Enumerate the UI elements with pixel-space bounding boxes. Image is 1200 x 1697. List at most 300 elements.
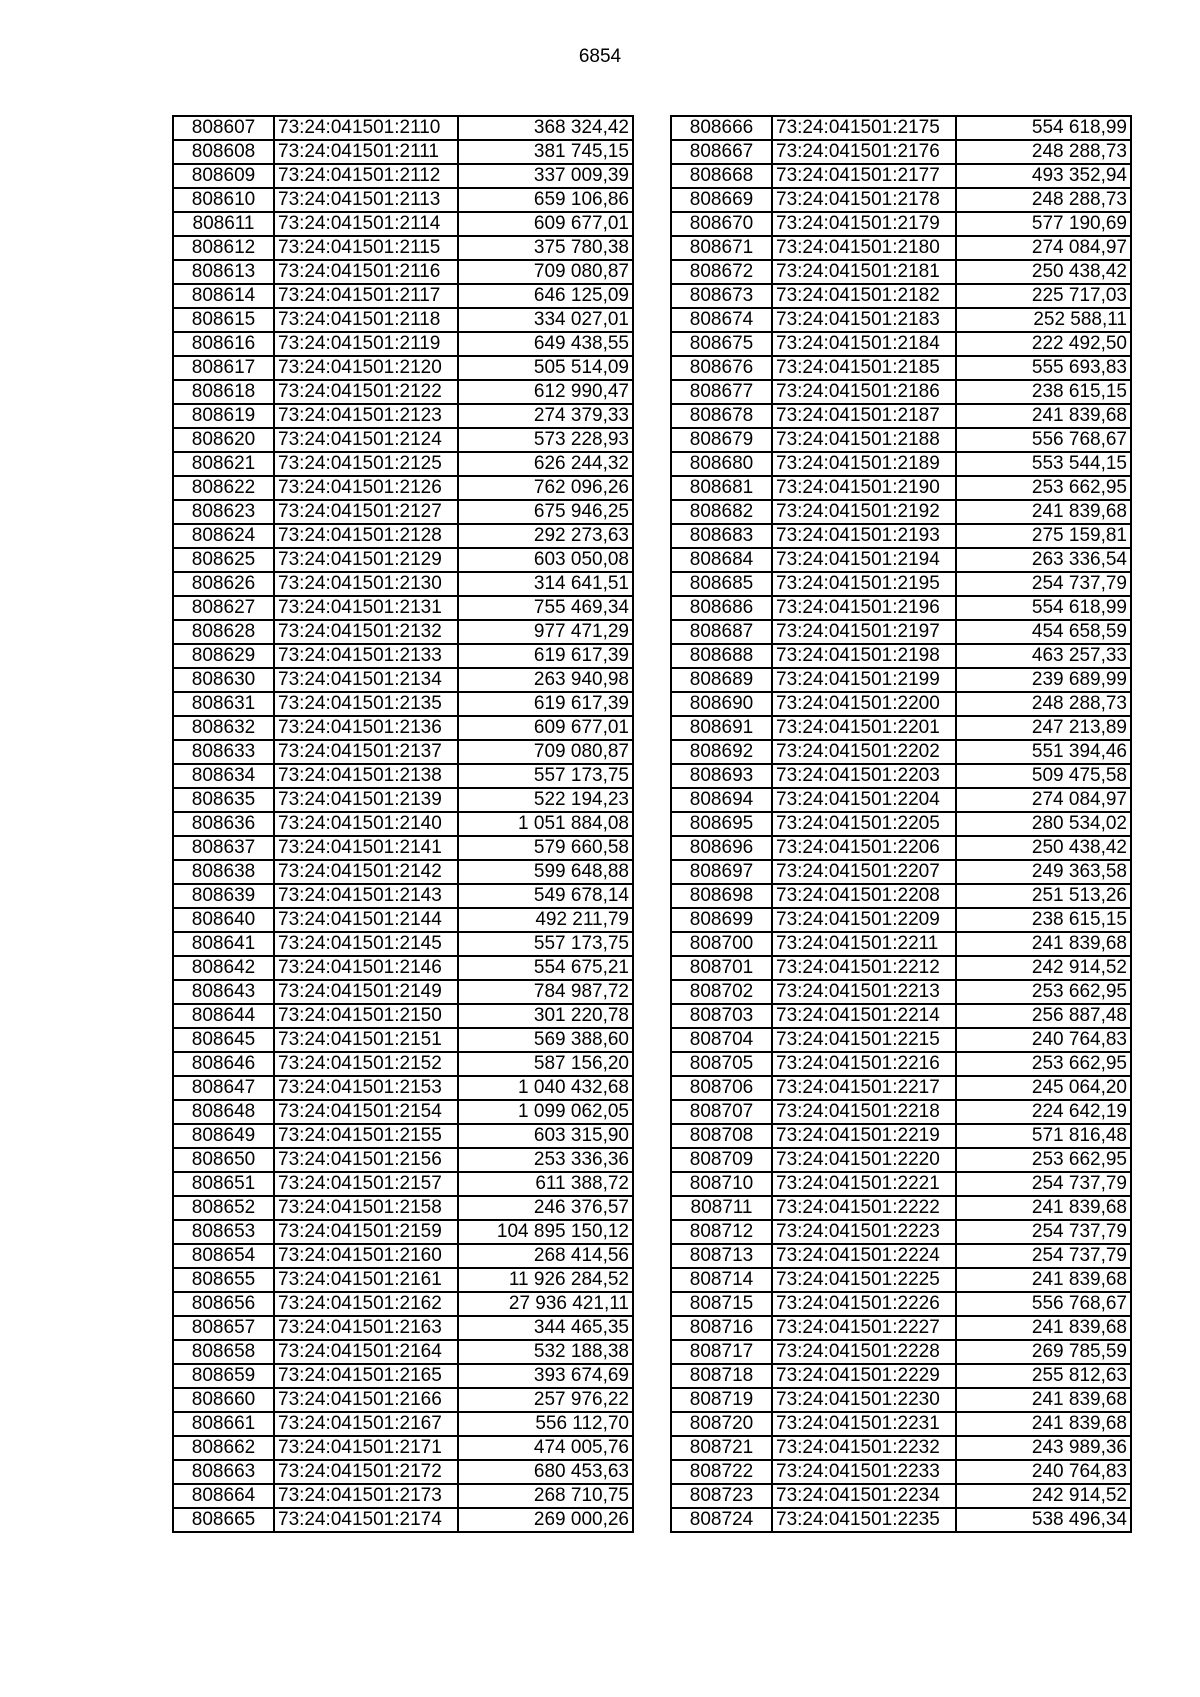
record-number-cell: 808638 [173,860,274,884]
cadastral-number-cell: 73:24:041501:2194 [772,548,956,572]
cadastral-number-cell: 73:24:041501:2189 [772,452,956,476]
table-row [173,1244,633,1268]
record-number-cell: 808660 [173,1388,274,1412]
cadastral-number-cell: 73:24:041501:2127 [274,500,458,524]
cadastral-value-cell: 555 693,83 [956,356,1131,380]
cadastral-number-cell: 73:24:041501:2125 [274,452,458,476]
table-row [671,1316,1131,1340]
record-number-cell: 808680 [671,452,772,476]
cadastral-value-cell: 301 220,78 [458,1004,633,1028]
cadastral-value-cell: 612 990,47 [458,380,633,404]
cadastral-number-cell: 73:24:041501:2176 [772,140,956,164]
cadastral-number-cell: 73:24:041501:2126 [274,476,458,500]
cadastral-number-cell: 73:24:041501:2171 [274,1436,458,1460]
cadastral-value-cell: 532 188,38 [458,1340,633,1364]
cadastral-value-cell: 252 588,11 [956,308,1131,332]
cadastral-value-cell: 263 940,98 [458,668,633,692]
cadastral-value-cell: 275 159,81 [956,524,1131,548]
record-number-cell: 808618 [173,380,274,404]
table-row [173,1460,633,1484]
table-row [671,1292,1131,1316]
table-row [671,836,1131,860]
table-row [173,332,633,356]
record-number-cell: 808634 [173,764,274,788]
record-number-cell: 808622 [173,476,274,500]
cadastral-value-cell: 241 839,68 [956,1268,1131,1292]
record-number-cell: 808666 [671,116,772,140]
cadastral-number-cell: 73:24:041501:2139 [274,788,458,812]
record-number-cell: 808654 [173,1244,274,1268]
table-row [173,1220,633,1244]
cadastral-number-cell: 73:24:041501:2157 [274,1172,458,1196]
record-number-cell: 808631 [173,692,274,716]
record-number-cell: 808704 [671,1028,772,1052]
cadastral-number-cell: 73:24:041501:2143 [274,884,458,908]
table-row [671,1220,1131,1244]
table-row [173,260,633,284]
record-number-cell: 808614 [173,284,274,308]
record-number-cell: 808611 [173,212,274,236]
cadastral-number-cell: 73:24:041501:2216 [772,1052,956,1076]
table-row [173,236,633,260]
record-number-cell: 808632 [173,716,274,740]
table-row [671,1124,1131,1148]
record-number-cell: 808612 [173,236,274,260]
record-number-cell: 808689 [671,668,772,692]
cadastral-number-cell: 73:24:041501:2215 [772,1028,956,1052]
record-number-cell: 808635 [173,788,274,812]
table-row [173,1268,633,1292]
cadastral-value-cell: 626 244,32 [458,452,633,476]
record-number-cell: 808705 [671,1052,772,1076]
table-row [671,1388,1131,1412]
cadastral-value-cell: 242 914,52 [956,1484,1131,1508]
cadastral-value-cell: 505 514,09 [458,356,633,380]
cadastral-number-cell: 73:24:041501:2219 [772,1124,956,1148]
record-number-cell: 808681 [671,476,772,500]
cadastral-value-cell: 254 737,79 [956,1172,1131,1196]
record-number-cell: 808613 [173,260,274,284]
record-number-cell: 808626 [173,572,274,596]
record-number-cell: 808721 [671,1436,772,1460]
cadastral-value-cell: 251 513,26 [956,884,1131,908]
record-number-cell: 808640 [173,908,274,932]
record-number-cell: 808668 [671,164,772,188]
table-row [671,1076,1131,1100]
table-row [173,1292,633,1316]
cadastral-number-cell: 73:24:041501:2132 [274,620,458,644]
table-row [671,1196,1131,1220]
cadastral-number-cell: 73:24:041501:2150 [274,1004,458,1028]
cadastral-number-cell: 73:24:041501:2183 [772,308,956,332]
cadastral-number-cell: 73:24:041501:2184 [772,332,956,356]
cadastral-value-cell: 571 816,48 [956,1124,1131,1148]
table-row [671,212,1131,236]
cadastral-number-cell: 73:24:041501:2198 [772,644,956,668]
cadastral-value-cell: 249 363,58 [956,860,1131,884]
record-number-cell: 808711 [671,1196,772,1220]
table-row [671,356,1131,380]
table-row [671,1172,1131,1196]
cadastral-number-cell: 73:24:041501:2159 [274,1220,458,1244]
record-number-cell: 808648 [173,1100,274,1124]
table-row [173,1388,633,1412]
table-row [173,476,633,500]
cadastral-value-cell: 274 084,97 [956,788,1131,812]
table-row [173,812,633,836]
table-row [173,1340,633,1364]
record-number-cell: 808651 [173,1172,274,1196]
cadastral-value-cell: 253 662,95 [956,476,1131,500]
cadastral-number-cell: 73:24:041501:2182 [772,284,956,308]
cadastral-value-cell: 255 812,63 [956,1364,1131,1388]
table-row [173,788,633,812]
cadastral-number-cell: 73:24:041501:2222 [772,1196,956,1220]
cadastral-value-cell: 334 027,01 [458,308,633,332]
record-number-cell: 808608 [173,140,274,164]
cadastral-value-cell: 241 839,68 [956,1196,1131,1220]
registry-table-right [670,115,1132,1533]
cadastral-number-cell: 73:24:041501:2205 [772,812,956,836]
table-row [671,476,1131,500]
table-row [173,164,633,188]
record-number-cell: 808656 [173,1292,274,1316]
table-row [671,644,1131,668]
record-number-cell: 808679 [671,428,772,452]
cadastral-value-cell: 241 839,68 [956,1412,1131,1436]
table-row [671,1460,1131,1484]
record-number-cell: 808669 [671,188,772,212]
cadastral-value-cell: 241 839,68 [956,404,1131,428]
cadastral-value-cell: 241 839,68 [956,1316,1131,1340]
table-row [671,1052,1131,1076]
cadastral-value-cell: 659 106,86 [458,188,633,212]
cadastral-number-cell: 73:24:041501:2199 [772,668,956,692]
table-row [671,884,1131,908]
table-row [173,1364,633,1388]
cadastral-number-cell: 73:24:041501:2181 [772,260,956,284]
cadastral-number-cell: 73:24:041501:2200 [772,692,956,716]
cadastral-number-cell: 73:24:041501:2172 [274,1460,458,1484]
cadastral-value-cell: 492 211,79 [458,908,633,932]
cadastral-number-cell: 73:24:041501:2130 [274,572,458,596]
table-row [671,812,1131,836]
record-number-cell: 808657 [173,1316,274,1340]
cadastral-value-cell: 493 352,94 [956,164,1131,188]
record-number-cell: 808629 [173,644,274,668]
cadastral-number-cell: 73:24:041501:2173 [274,1484,458,1508]
cadastral-number-cell: 73:24:041501:2178 [772,188,956,212]
record-number-cell: 808723 [671,1484,772,1508]
cadastral-value-cell: 253 336,36 [458,1148,633,1172]
cadastral-number-cell: 73:24:041501:2131 [274,596,458,620]
cadastral-number-cell: 73:24:041501:2153 [274,1076,458,1100]
cadastral-value-cell: 263 336,54 [956,548,1131,572]
cadastral-number-cell: 73:24:041501:2134 [274,668,458,692]
cadastral-number-cell: 73:24:041501:2227 [772,1316,956,1340]
cadastral-number-cell: 73:24:041501:2166 [274,1388,458,1412]
table-row [671,524,1131,548]
cadastral-number-cell: 73:24:041501:2144 [274,908,458,932]
cadastral-value-cell: 248 288,73 [956,692,1131,716]
cadastral-number-cell: 73:24:041501:2136 [274,716,458,740]
cadastral-number-cell: 73:24:041501:2112 [274,164,458,188]
cadastral-value-cell: 253 662,95 [956,1052,1131,1076]
record-number-cell: 808646 [173,1052,274,1076]
cadastral-value-cell: 454 658,59 [956,620,1131,644]
record-number-cell: 808718 [671,1364,772,1388]
table-row [173,428,633,452]
table-row [671,1484,1131,1508]
cadastral-value-cell: 463 257,33 [956,644,1131,668]
cadastral-value-cell: 344 465,35 [458,1316,633,1340]
table-row [173,980,633,1004]
table-row [173,932,633,956]
table-row [671,500,1131,524]
cadastral-value-cell: 314 641,51 [458,572,633,596]
cadastral-number-cell: 73:24:041501:2141 [274,836,458,860]
record-number-cell: 808665 [173,1508,274,1532]
cadastral-value-cell: 246 376,57 [458,1196,633,1220]
cadastral-number-cell: 73:24:041501:2220 [772,1148,956,1172]
table-row [671,1412,1131,1436]
cadastral-number-cell: 73:24:041501:2221 [772,1172,956,1196]
cadastral-value-cell: 250 438,42 [956,836,1131,860]
table-row [173,1436,633,1460]
record-number-cell: 808710 [671,1172,772,1196]
cadastral-number-cell: 73:24:041501:2185 [772,356,956,380]
cadastral-number-cell: 73:24:041501:2231 [772,1412,956,1436]
cadastral-number-cell: 73:24:041501:2124 [274,428,458,452]
record-number-cell: 808690 [671,692,772,716]
cadastral-number-cell: 73:24:041501:2212 [772,956,956,980]
cadastral-number-cell: 73:24:041501:2135 [274,692,458,716]
cadastral-number-cell: 73:24:041501:2187 [772,404,956,428]
cadastral-number-cell: 73:24:041501:2156 [274,1148,458,1172]
cadastral-number-cell: 73:24:041501:2151 [274,1028,458,1052]
record-number-cell: 808693 [671,764,772,788]
record-number-cell: 808715 [671,1292,772,1316]
record-number-cell: 808615 [173,308,274,332]
record-number-cell: 808659 [173,1364,274,1388]
cadastral-number-cell: 73:24:041501:2116 [274,260,458,284]
cadastral-number-cell: 73:24:041501:2228 [772,1340,956,1364]
cadastral-value-cell: 579 660,58 [458,836,633,860]
cadastral-number-cell: 73:24:041501:2207 [772,860,956,884]
cadastral-number-cell: 73:24:041501:2119 [274,332,458,356]
table-row [173,1316,633,1340]
record-number-cell: 808701 [671,956,772,980]
table-row [671,1364,1131,1388]
record-number-cell: 808673 [671,284,772,308]
cadastral-value-cell: 553 544,15 [956,452,1131,476]
cadastral-number-cell: 73:24:041501:2160 [274,1244,458,1268]
table-row [173,908,633,932]
record-number-cell: 808639 [173,884,274,908]
cadastral-value-cell: 609 677,01 [458,212,633,236]
record-number-cell: 808682 [671,500,772,524]
table-row [671,284,1131,308]
cadastral-value-cell: 238 615,15 [956,908,1131,932]
cadastral-value-cell: 222 492,50 [956,332,1131,356]
cadastral-number-cell: 73:24:041501:2190 [772,476,956,500]
record-number-cell: 808683 [671,524,772,548]
table-row [671,1436,1131,1460]
cadastral-value-cell: 225 717,03 [956,284,1131,308]
record-number-cell: 808692 [671,740,772,764]
table-row [671,452,1131,476]
cadastral-number-cell: 73:24:041501:2115 [274,236,458,260]
cadastral-value-cell: 554 618,99 [956,596,1131,620]
record-number-cell: 808664 [173,1484,274,1508]
cadastral-value-cell: 577 190,69 [956,212,1131,236]
table-row [671,404,1131,428]
cadastral-value-cell: 557 173,75 [458,764,633,788]
table-row [173,740,633,764]
record-number-cell: 808627 [173,596,274,620]
cadastral-value-cell: 274 379,33 [458,404,633,428]
record-number-cell: 808700 [671,932,772,956]
cadastral-number-cell: 73:24:041501:2233 [772,1460,956,1484]
record-number-cell: 808717 [671,1340,772,1364]
cadastral-number-cell: 73:24:041501:2167 [274,1412,458,1436]
cadastral-value-cell: 280 534,02 [956,812,1131,836]
cadastral-number-cell: 73:24:041501:2204 [772,788,956,812]
table-row [173,764,633,788]
cadastral-number-cell: 73:24:041501:2217 [772,1076,956,1100]
record-number-cell: 808647 [173,1076,274,1100]
table-row [173,188,633,212]
cadastral-number-cell: 73:24:041501:2163 [274,1316,458,1340]
record-number-cell: 808724 [671,1508,772,1532]
cadastral-number-cell: 73:24:041501:2154 [274,1100,458,1124]
cadastral-value-cell: 762 096,26 [458,476,633,500]
record-number-cell: 808616 [173,332,274,356]
table-row [671,332,1131,356]
cadastral-number-cell: 73:24:041501:2225 [772,1268,956,1292]
record-number-cell: 808720 [671,1412,772,1436]
cadastral-value-cell: 556 112,70 [458,1412,633,1436]
cadastral-number-cell: 73:24:041501:2122 [274,380,458,404]
table-row [173,356,633,380]
cadastral-value-cell: 254 737,79 [956,1220,1131,1244]
cadastral-value-cell: 1 099 062,05 [458,1100,633,1124]
cadastral-number-cell: 73:24:041501:2230 [772,1388,956,1412]
cadastral-value-cell: 243 989,36 [956,1436,1131,1460]
cadastral-value-cell: 554 675,21 [458,956,633,980]
table-row [173,836,633,860]
table-row [173,956,633,980]
table-row [173,404,633,428]
record-number-cell: 808661 [173,1412,274,1436]
record-number-cell: 808708 [671,1124,772,1148]
record-number-cell: 808685 [671,572,772,596]
cadastral-number-cell: 73:24:041501:2232 [772,1436,956,1460]
cadastral-number-cell: 73:24:041501:2206 [772,836,956,860]
cadastral-value-cell: 755 469,34 [458,596,633,620]
record-number-cell: 808719 [671,1388,772,1412]
table-row [173,284,633,308]
cadastral-number-cell: 73:24:041501:2224 [772,1244,956,1268]
table-row [671,1244,1131,1268]
table-row [173,548,633,572]
record-number-cell: 808633 [173,740,274,764]
record-number-cell: 808642 [173,956,274,980]
table-row [671,764,1131,788]
cadastral-value-cell: 268 414,56 [458,1244,633,1268]
cadastral-value-cell: 257 976,22 [458,1388,633,1412]
record-number-cell: 808694 [671,788,772,812]
cadastral-value-cell: 241 839,68 [956,500,1131,524]
table-row [173,572,633,596]
cadastral-value-cell: 242 914,52 [956,956,1131,980]
cadastral-number-cell: 73:24:041501:2161 [274,1268,458,1292]
table-row [671,1100,1131,1124]
record-number-cell: 808619 [173,404,274,428]
cadastral-value-cell: 569 388,60 [458,1028,633,1052]
table-row [173,1004,633,1028]
table-row [671,308,1131,332]
cadastral-value-cell: 250 438,42 [956,260,1131,284]
record-number-cell: 808653 [173,1220,274,1244]
cadastral-number-cell: 73:24:041501:2208 [772,884,956,908]
record-number-cell: 808643 [173,980,274,1004]
table-row [173,1148,633,1172]
cadastral-value-cell: 254 737,79 [956,1244,1131,1268]
table-row [173,1052,633,1076]
cadastral-value-cell: 11 926 284,52 [458,1268,633,1292]
table-row [671,380,1131,404]
cadastral-number-cell: 73:24:041501:2138 [274,764,458,788]
cadastral-value-cell: 245 064,20 [956,1076,1131,1100]
cadastral-number-cell: 73:24:041501:2118 [274,308,458,332]
record-number-cell: 808672 [671,260,772,284]
table-row [671,164,1131,188]
cadastral-number-cell: 73:24:041501:2111 [274,140,458,164]
cadastral-value-cell: 549 678,14 [458,884,633,908]
cadastral-number-cell: 73:24:041501:2218 [772,1100,956,1124]
record-number-cell: 808641 [173,932,274,956]
cadastral-number-cell: 73:24:041501:2186 [772,380,956,404]
cadastral-value-cell: 241 839,68 [956,932,1131,956]
cadastral-number-cell: 73:24:041501:2209 [772,908,956,932]
table-row [671,1004,1131,1028]
cadastral-number-cell: 73:24:041501:2192 [772,500,956,524]
cadastral-value-cell: 393 674,69 [458,1364,633,1388]
table-row [173,380,633,404]
cadastral-number-cell: 73:24:041501:2123 [274,404,458,428]
table-row [173,524,633,548]
page-number: 6854 [578,46,622,67]
cadastral-value-cell: 977 471,29 [458,620,633,644]
cadastral-value-cell: 551 394,46 [956,740,1131,764]
cadastral-value-cell: 554 618,99 [956,116,1131,140]
table-row [671,932,1131,956]
record-number-cell: 808703 [671,1004,772,1028]
cadastral-value-cell: 557 173,75 [458,932,633,956]
record-number-cell: 808686 [671,596,772,620]
table-row [173,1484,633,1508]
table-row [671,716,1131,740]
cadastral-number-cell: 73:24:041501:2201 [772,716,956,740]
table-row [173,692,633,716]
cadastral-value-cell: 646 125,09 [458,284,633,308]
cadastral-number-cell: 73:24:041501:2193 [772,524,956,548]
table-row [671,260,1131,284]
record-number-cell: 808667 [671,140,772,164]
cadastral-number-cell: 73:24:041501:2117 [274,284,458,308]
cadastral-value-cell: 269 785,59 [956,1340,1131,1364]
